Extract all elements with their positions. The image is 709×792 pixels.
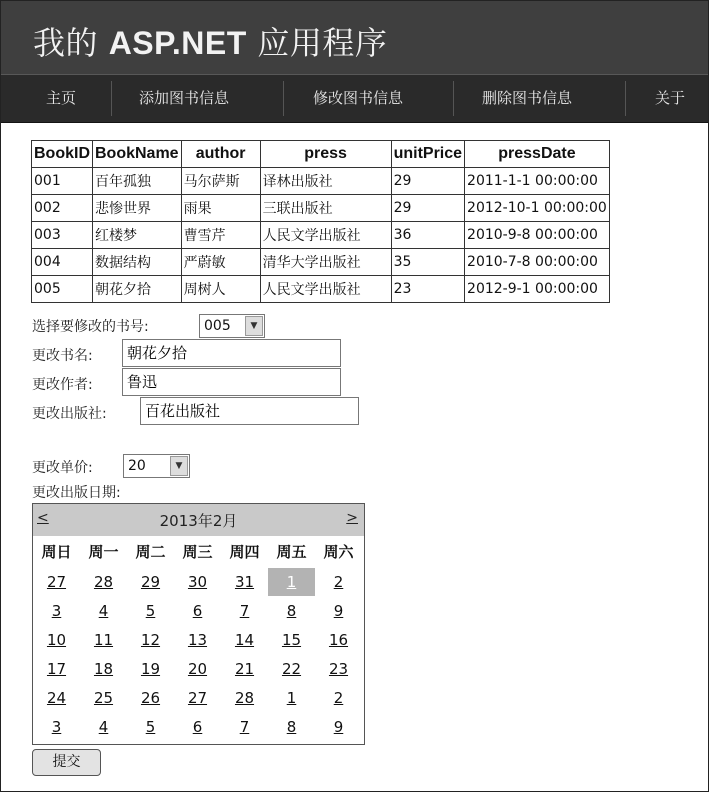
table-cell: 2012-10-1 00:00:00 <box>465 195 610 222</box>
column-header: press <box>260 141 391 168</box>
table-cell: 29 <box>391 195 464 222</box>
table-cell: 003 <box>32 222 93 249</box>
chevron-down-icon[interactable]: ▼ <box>170 456 188 476</box>
app-title-suffix: 应用程序 <box>257 24 388 62</box>
press-label: 更改出版社: <box>32 406 107 422</box>
column-header: unitPrice <box>391 141 464 168</box>
table-row <box>32 168 610 195</box>
book-table <box>31 140 610 303</box>
table-cell: 人民文学出版社 <box>260 222 391 249</box>
author-label: 更改作者: <box>32 377 93 393</box>
table-cell: 23 <box>391 276 464 303</box>
calendar-day[interactable]: 22 <box>281 660 302 678</box>
price-label: 更改单价: <box>32 460 93 476</box>
calendar-day[interactable]: 17 <box>46 660 67 678</box>
nav-divider <box>283 81 284 116</box>
table-cell: 严蔚敏 <box>181 249 260 276</box>
book-id-select[interactable] <box>199 314 265 338</box>
column-header: BookID <box>32 141 93 168</box>
table-row <box>32 276 610 303</box>
calendar-day[interactable]: 18 <box>93 660 114 678</box>
table-row <box>32 249 610 276</box>
calendar-day[interactable]: 11 <box>93 631 114 649</box>
table-cell: 百年孤独 <box>93 168 182 195</box>
price-select[interactable] <box>123 454 190 478</box>
calendar-day[interactable]: 28 <box>93 573 114 591</box>
calendar-day[interactable]: 15 <box>281 631 302 649</box>
table-cell: 35 <box>391 249 464 276</box>
app-title-prefix: 我的 <box>33 24 99 62</box>
calendar-weekday: 周一 <box>88 543 119 561</box>
column-header: author <box>181 141 260 168</box>
calendar-day[interactable]: 8 <box>286 602 297 620</box>
table-cell: 005 <box>32 276 93 303</box>
calendar-day[interactable]: 12 <box>140 631 161 649</box>
calendar-day[interactable]: 27 <box>187 689 208 707</box>
price-select-value: 20 <box>128 458 146 474</box>
book-id-select-value: 005 <box>204 318 231 334</box>
calendar-day[interactable]: 13 <box>187 631 208 649</box>
table-cell: 004 <box>32 249 93 276</box>
calendar-day[interactable]: 29 <box>140 573 161 591</box>
nav-item-delete-book[interactable]: 删除图书信息 <box>482 89 573 107</box>
nav-item-add-book[interactable]: 添加图书信息 <box>139 89 230 107</box>
calendar-day[interactable]: 31 <box>234 573 255 591</box>
calendar-weekday: 周二 <box>135 543 166 561</box>
table-cell: 人民文学出版社 <box>260 276 391 303</box>
calendar-day[interactable]: 3 <box>51 718 62 736</box>
table-cell: 36 <box>391 222 464 249</box>
table-cell: 红楼梦 <box>93 222 182 249</box>
calendar-day[interactable]: 5 <box>145 602 156 620</box>
calendar-day[interactable]: 19 <box>140 660 161 678</box>
table-header-row <box>32 141 610 168</box>
calendar-prev-month[interactable]: < <box>37 510 49 526</box>
app-title <box>33 18 387 64</box>
table-cell: 三联出版社 <box>260 195 391 222</box>
calendar-day[interactable]: 2 <box>333 573 344 591</box>
submit-button[interactable]: 提交 <box>32 749 101 776</box>
main-nav <box>1 74 708 123</box>
calendar-day[interactable]: 4 <box>98 602 109 620</box>
select-book-label: 选择要修改的书号: <box>32 319 149 335</box>
site-header <box>1 1 708 74</box>
column-header: BookName <box>93 141 182 168</box>
calendar-title: 2013年2月 <box>159 512 238 530</box>
calendar-day[interactable]: 14 <box>234 631 255 649</box>
calendar-header <box>33 504 364 536</box>
calendar-weekday: 周六 <box>323 543 354 561</box>
press-input[interactable]: 百花出版社 <box>140 397 359 425</box>
calendar-day[interactable]: 21 <box>234 660 255 678</box>
table-cell: 雨果 <box>181 195 260 222</box>
table-cell: 周树人 <box>181 276 260 303</box>
date-label: 更改出版日期: <box>32 485 121 501</box>
table-cell: 29 <box>391 168 464 195</box>
book-name-input[interactable]: 朝花夕拾 <box>122 339 341 367</box>
calendar-day[interactable]: 20 <box>187 660 208 678</box>
table-cell: 2010-9-8 00:00:00 <box>465 222 610 249</box>
calendar-day[interactable]: 2 <box>333 689 344 707</box>
calendar-day[interactable]: 6 <box>192 602 203 620</box>
table-cell: 数据结构 <box>93 249 182 276</box>
calendar-day[interactable]: 8 <box>286 718 297 736</box>
table-cell: 002 <box>32 195 93 222</box>
calendar-day[interactable]: 1 <box>286 689 297 707</box>
table-cell: 001 <box>32 168 93 195</box>
table-cell: 悲惨世界 <box>93 195 182 222</box>
calendar-day[interactable]: 9 <box>333 718 344 736</box>
book-name-label: 更改书名: <box>32 348 93 364</box>
table-cell: 译林出版社 <box>260 168 391 195</box>
calendar-day[interactable]: 16 <box>328 631 349 649</box>
calendar-next-month[interactable]: > <box>346 510 358 526</box>
date-calendar <box>32 503 365 745</box>
calendar-day[interactable]: 7 <box>239 718 250 736</box>
table-cell: 清华大学出版社 <box>260 249 391 276</box>
author-input[interactable]: 鲁迅 <box>122 368 341 396</box>
calendar-day[interactable]: 26 <box>140 689 161 707</box>
table-cell: 马尔萨斯 <box>181 168 260 195</box>
calendar-weekday: 周五 <box>276 543 307 561</box>
calendar-day[interactable]: 4 <box>98 718 109 736</box>
calendar-day[interactable]: 7 <box>239 602 250 620</box>
table-cell: 朝花夕拾 <box>93 276 182 303</box>
calendar-day[interactable]: 9 <box>333 602 344 620</box>
calendar-day[interactable]: 10 <box>46 631 67 649</box>
calendar-day[interactable]: 5 <box>145 718 156 736</box>
table-cell: 2011-1-1 00:00:00 <box>465 168 610 195</box>
table-cell: 2010-7-8 00:00:00 <box>465 249 610 276</box>
calendar-day[interactable]: 3 <box>51 602 62 620</box>
calendar-day[interactable]: 27 <box>46 573 67 591</box>
table-row <box>32 195 610 222</box>
calendar-day[interactable]: 6 <box>192 718 203 736</box>
nav-item-edit-book[interactable]: 修改图书信息 <box>313 89 404 107</box>
nav-divider <box>453 81 454 116</box>
calendar-day[interactable]: 1 <box>268 568 315 596</box>
calendar-day[interactable]: 28 <box>234 689 255 707</box>
nav-item-about[interactable]: 关于 <box>655 89 686 107</box>
calendar-day[interactable]: 23 <box>328 660 349 678</box>
calendar-weekday: 周日 <box>41 543 72 561</box>
nav-divider <box>625 81 626 116</box>
table-row <box>32 222 610 249</box>
nav-divider <box>111 81 112 116</box>
calendar-weekday: 周四 <box>229 543 260 561</box>
table-cell: 2012-9-1 00:00:00 <box>465 276 610 303</box>
chevron-down-icon[interactable]: ▼ <box>245 316 263 336</box>
app-title-brand: ASP.NET <box>108 25 247 61</box>
calendar-day[interactable]: 25 <box>93 689 114 707</box>
calendar-day[interactable]: 24 <box>46 689 67 707</box>
calendar-weekday: 周三 <box>182 543 213 561</box>
nav-item-home[interactable]: 主页 <box>46 89 77 107</box>
column-header: pressDate <box>465 141 610 168</box>
table-cell: 曹雪芹 <box>181 222 260 249</box>
calendar-day[interactable]: 30 <box>187 573 208 591</box>
